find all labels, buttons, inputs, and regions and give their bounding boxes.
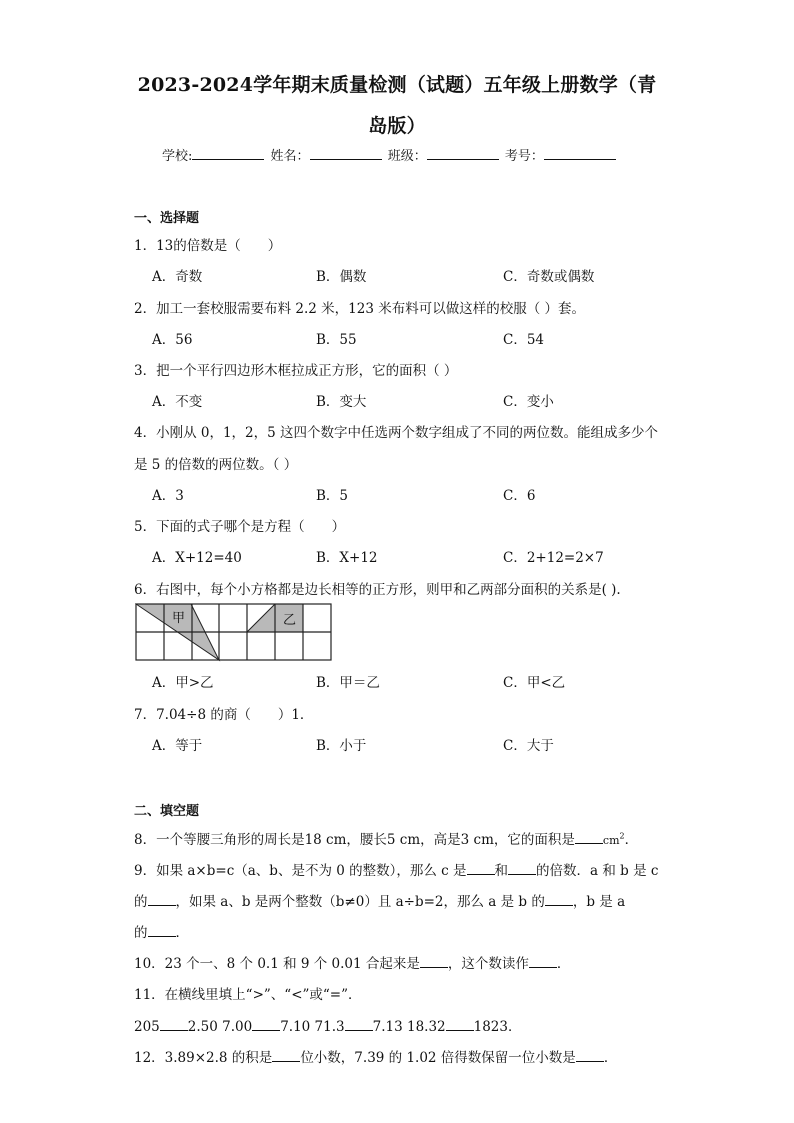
- q10-blank-2[interactable]: [529, 955, 557, 968]
- q11-item-a: 205: [134, 1019, 160, 1035]
- q7-option-c[interactable]: C．大于: [503, 738, 554, 754]
- q12-text-a: 12．3.89×2.8 的积是: [134, 1050, 273, 1066]
- question-7: 7．7.04÷8 的商（ ）1．: [134, 707, 314, 723]
- question-4-line2: 是 5 的倍数的两位数。（ ）: [134, 457, 298, 473]
- q8-unit: cm: [602, 834, 620, 847]
- q10-text-b: ，这个数读作: [447, 956, 529, 972]
- q4-option-a[interactable]: A．3: [152, 488, 184, 504]
- exam-no-label: 考号：: [504, 149, 544, 164]
- q5-option-a[interactable]: A．X+12=40: [152, 550, 242, 566]
- q9-blank-4[interactable]: [545, 893, 573, 906]
- question-3: 3．把一个平行四边形木框拉成正方形，它的面积（ ）: [134, 363, 458, 379]
- question-6: 6．右图中，每个小方格都是边长相等的正方形，则甲和乙两部分面积的关系是( ).: [134, 582, 621, 598]
- q9-blank-5[interactable]: [148, 924, 176, 937]
- question-1: 1．13的倍数是（ ）: [134, 238, 282, 254]
- q6-option-a[interactable]: A．甲>乙: [152, 675, 214, 691]
- question-11-items: [134, 1015, 521, 1035]
- q2-option-b[interactable]: B．55: [316, 332, 357, 348]
- school-label: 学校:: [162, 149, 193, 164]
- q6-grid-figure: [135, 603, 335, 663]
- class-label: 班级：: [387, 149, 427, 164]
- name-blank[interactable]: [310, 147, 382, 160]
- q10-text-a: 10．23 个一、8 个 0.1 和 9 个 0.01 合起来是: [134, 956, 420, 972]
- q8-end: ．: [624, 832, 639, 848]
- q6-option-b[interactable]: B．甲＝乙: [316, 675, 380, 691]
- q5-option-c[interactable]: C．2+12=2×7: [503, 550, 604, 566]
- q9-text-e: ，如果 a、b 是两个整数（b≠0）且 a÷b=2，那么 a 是 b 的: [175, 894, 545, 910]
- q11-item-c: 7.10 71.3: [280, 1019, 345, 1035]
- q9-text-b: 和: [494, 863, 509, 879]
- class-blank[interactable]: [427, 147, 499, 160]
- q12-text-b: 位小数，7.39 的 1.02 倍得数保留一位小数是: [300, 1050, 576, 1066]
- q12-blank-2[interactable]: [576, 1049, 604, 1062]
- question-10: [134, 952, 570, 972]
- section-title-choice: 一、选择题: [134, 211, 200, 226]
- q4-option-b[interactable]: B．5: [316, 488, 349, 504]
- q3-option-b[interactable]: B．变大: [316, 394, 367, 410]
- question-11: 11．在横线里填上“>”、“<”或“=”．: [134, 987, 362, 1003]
- exam-no-blank[interactable]: [544, 147, 616, 160]
- question-8: [134, 828, 638, 848]
- question-9-line1: [134, 859, 658, 879]
- q2-option-a[interactable]: A．56: [152, 332, 193, 348]
- q9-blank-2[interactable]: [508, 862, 536, 875]
- q11-blank-3[interactable]: [345, 1018, 373, 1031]
- q11-blank-2[interactable]: [252, 1018, 280, 1031]
- q9-blank-3[interactable]: [148, 893, 176, 906]
- q9-text-h: ．: [175, 925, 189, 941]
- section-title-fill: 二、填空题: [134, 804, 200, 819]
- q6-option-c[interactable]: C．甲<乙: [503, 675, 566, 691]
- q1-option-b[interactable]: B．偶数: [316, 269, 367, 285]
- q1-option-c[interactable]: C．奇数或偶数: [503, 269, 595, 285]
- q11-item-d: 7.13 18.32: [372, 1019, 446, 1035]
- q11-blank-4[interactable]: [446, 1018, 474, 1031]
- q8-blank[interactable]: [575, 831, 603, 844]
- doc-title-line1: 2023-2024学年期末质量检测（试题）五年级上册数学（青: [137, 74, 657, 96]
- q4-option-c[interactable]: C．6: [503, 488, 536, 504]
- q11-blank-1[interactable]: [160, 1018, 188, 1031]
- q2-option-c[interactable]: C．54: [503, 332, 545, 348]
- q1-option-a[interactable]: A．奇数: [152, 269, 203, 285]
- q7-option-b[interactable]: B．小于: [316, 738, 367, 754]
- question-9-line2: [134, 890, 625, 910]
- q9-text-c: 的倍数．a 和 b 是 c: [536, 863, 659, 879]
- name-label: 姓名：: [270, 149, 310, 164]
- label-yi: 乙: [283, 613, 297, 628]
- question-12: [134, 1046, 617, 1066]
- label-jia: 甲: [172, 611, 186, 626]
- school-blank[interactable]: [192, 147, 264, 160]
- q7-option-a[interactable]: A．等于: [152, 738, 203, 754]
- question-5: 5．下面的式子哪个是方程（ ）: [134, 519, 346, 535]
- question-4-line1: 4．小刚从 0，1，2，5 这四个数字中任选两个数字组成了不同的两位数。能组成多少个: [134, 425, 659, 441]
- q10-blank-1[interactable]: [420, 955, 448, 968]
- q5-option-b[interactable]: B．X+12: [316, 550, 378, 566]
- q10-text-c: ．: [556, 956, 571, 972]
- doc-title-line2: 岛版）: [368, 115, 426, 137]
- q11-item-b: 2.50 7.00: [187, 1019, 253, 1035]
- q8-unit-sup: 2: [619, 831, 625, 841]
- q8-text: 8．一个等腰三角形的周长是18 cm，腰长5 cm，高是3 cm，它的面积是: [134, 832, 575, 848]
- q12-blank-1[interactable]: [272, 1049, 300, 1062]
- question-2: 2．加工一套校服需要布料 2.2 米，123 米布料可以做这样的校服（ ）套。: [134, 301, 585, 317]
- q9-blank-1[interactable]: [467, 862, 495, 875]
- q9-text-a: 9．如果 a×b=c（a、b、是不为 0 的整数），那么 c 是: [134, 863, 467, 879]
- student-info-line: [162, 145, 618, 164]
- q9-text-g: 的: [134, 925, 148, 941]
- q11-item-e: 1823．: [473, 1019, 522, 1035]
- q3-option-c[interactable]: C．变小: [503, 394, 554, 410]
- q12-text-c: ．: [603, 1050, 618, 1066]
- q9-text-f: ，b 是 a: [572, 894, 626, 910]
- q9-text-d: 的: [134, 894, 148, 910]
- question-9-line3: [134, 921, 189, 941]
- q3-option-a[interactable]: A．不变: [152, 394, 203, 410]
